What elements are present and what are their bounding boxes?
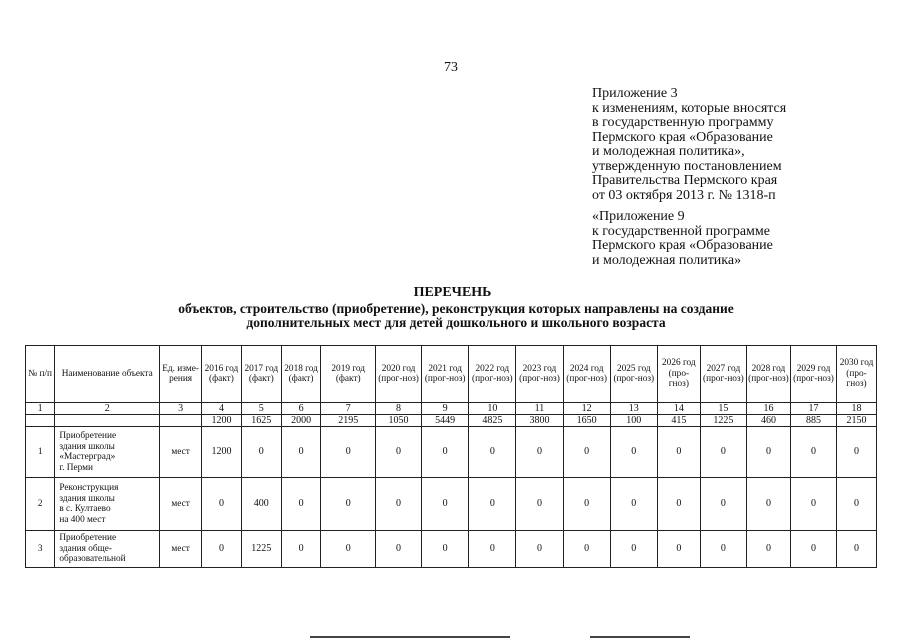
empty-cell (55, 415, 160, 427)
table-row (26, 531, 877, 568)
column-number: 2 (55, 403, 160, 415)
column-number: 10 (469, 403, 516, 415)
name-line: г. Перми (59, 462, 93, 473)
value-cell: 0 (563, 427, 610, 478)
column-number: 15 (700, 403, 746, 415)
name-line: здания обще- (59, 543, 113, 554)
value-cell: 0 (657, 478, 700, 531)
empty-cell (160, 415, 202, 427)
column-number: 11 (516, 403, 563, 415)
value-cell: 0 (563, 531, 610, 568)
value-cell: 0 (375, 427, 421, 478)
value-cell: 1225 (241, 531, 281, 568)
column-number: 18 (837, 403, 877, 415)
column-number: 17 (790, 403, 836, 415)
annex-line: Приложение 3 (592, 86, 678, 101)
total-cell: 1225 (700, 415, 746, 427)
total-cell: 4825 (469, 415, 516, 427)
total-cell: 5449 (422, 415, 469, 427)
value-cell: 0 (790, 531, 836, 568)
header-cell: 2029 год (прог-ноз) (790, 346, 836, 403)
header-cell: 2018 год (факт) (281, 346, 321, 403)
column-number: 4 (202, 403, 242, 415)
table-row (26, 478, 877, 531)
row-number: 1 (26, 427, 55, 478)
name-line: в с. Култаево (59, 504, 111, 514)
annex-line: к изменениям, которые вносятся (592, 100, 787, 116)
total-cell: 1200 (202, 415, 242, 427)
total-cell: 100 (610, 415, 657, 427)
value-cell: 0 (610, 478, 657, 531)
value-cell: 0 (321, 531, 375, 568)
value-cell: 0 (469, 478, 516, 531)
table-header-row (26, 346, 877, 403)
column-number: 6 (281, 403, 321, 415)
value-cell: 0 (700, 531, 746, 568)
header-cell: Ед. изме-рения (160, 346, 202, 403)
total-cell: 2150 (837, 415, 877, 427)
total-cell: 2195 (321, 415, 375, 427)
total-cell: 1625 (241, 415, 281, 427)
row-number: 3 (26, 531, 55, 568)
objects-table (25, 345, 877, 568)
annex-header (592, 87, 786, 203)
total-cell: 3800 (516, 415, 563, 427)
value-cell: 0 (422, 478, 469, 531)
unit-cell: мест (160, 531, 202, 568)
value-cell: 0 (281, 478, 321, 531)
empty-cell (26, 415, 55, 427)
annex-line: и молодежная политика» (592, 252, 742, 268)
value-cell: 0 (837, 478, 877, 531)
value-cell: 0 (241, 427, 281, 478)
value-cell: 0 (790, 427, 836, 478)
header-cell: 2016 год (факт) (202, 346, 242, 403)
value-cell: 0 (281, 427, 321, 478)
header-cell: 2019 год (факт) (321, 346, 375, 403)
value-cell: 0 (746, 427, 790, 478)
unit-cell: мест (160, 478, 202, 531)
column-number: 3 (160, 403, 202, 415)
value-cell: 0 (563, 478, 610, 531)
page-bottom-edge (590, 636, 690, 638)
header-cell: 2021 год (прог-ноз) (422, 346, 469, 403)
object-name (55, 427, 160, 478)
header-cell: 2030 год (про-гноз) (837, 346, 877, 403)
total-cell: 415 (657, 415, 700, 427)
row-number: 2 (26, 478, 55, 531)
name-line: здания школы (59, 493, 115, 504)
annex-line: от 03 октября 2013 г. № 1318-п (592, 187, 776, 203)
annex-line: утвержденную постановлением (592, 158, 782, 174)
annex-line: Пермского края «Образование (592, 238, 773, 253)
annex-line: Пермского края «Образование (592, 129, 773, 145)
annex-line: Правительства Пермского края (592, 173, 778, 188)
column-number: 1 (26, 403, 55, 415)
value-cell: 0 (657, 427, 700, 478)
annex-line: в государственную программу (592, 115, 774, 130)
column-number: 16 (746, 403, 790, 415)
page-bottom-edge (310, 636, 510, 638)
column-number: 14 (657, 403, 700, 415)
value-cell: 0 (321, 478, 375, 531)
column-number: 12 (563, 403, 610, 415)
header-cell: 2020 год (прог-ноз) (375, 346, 421, 403)
value-cell: 0 (281, 531, 321, 568)
column-number: 5 (241, 403, 281, 415)
column-number: 13 (610, 403, 657, 415)
name-line: «Мастерград» (59, 452, 116, 462)
total-cell: 1050 (375, 415, 421, 427)
object-name (55, 531, 160, 568)
value-cell: 400 (241, 478, 281, 531)
value-cell: 0 (516, 478, 563, 531)
value-cell: 0 (746, 478, 790, 531)
document-title: ПЕРЕЧЕНЬ (413, 285, 492, 300)
unit-cell: мест (160, 427, 202, 478)
document-subtitle: объектов, строительство (приобретение), реконструкция которых направлены на создание дополнительных мест для детей дошкольного и школьного возраста (178, 301, 734, 330)
value-cell: 0 (610, 427, 657, 478)
value-cell: 0 (746, 531, 790, 568)
value-cell: 0 (837, 427, 877, 478)
value-cell: 0 (516, 427, 563, 478)
header-cell: 2022 год (прог-ноз) (469, 346, 516, 403)
header-cell: 2027 год (прог-ноз) (700, 346, 746, 403)
name-line: Приобретение (59, 431, 117, 441)
value-cell: 0 (375, 478, 421, 531)
name-line: Реконструкция (59, 483, 119, 493)
header-cell: 2028 год (прог-ноз) (746, 346, 790, 403)
annex-9-header (592, 210, 773, 268)
annex-line: «Приложение 9 (592, 209, 685, 224)
value-cell: 0 (610, 531, 657, 568)
value-cell: 1200 (202, 427, 242, 478)
value-cell: 0 (375, 531, 421, 568)
header-cell: 2026 год (про-гноз) (657, 346, 700, 403)
value-cell: 0 (422, 531, 469, 568)
table-row (26, 427, 877, 478)
annex-line: к государственной программе (592, 223, 770, 239)
value-cell: 0 (422, 427, 469, 478)
value-cell: 0 (469, 427, 516, 478)
page-number: 73 (444, 60, 458, 75)
header-cell: 2025 год (прог-ноз) (610, 346, 657, 403)
column-number-row (26, 403, 877, 415)
column-number: 7 (321, 403, 375, 415)
total-cell: 885 (790, 415, 836, 427)
object-name (55, 478, 160, 531)
value-cell: 0 (321, 427, 375, 478)
value-cell: 0 (700, 478, 746, 531)
name-line: образовательной (59, 554, 126, 565)
header-cell: 2024 год (прог-ноз) (563, 346, 610, 403)
value-cell: 0 (202, 531, 242, 568)
value-cell: 0 (700, 427, 746, 478)
annex-line: и молодежная политика», (592, 144, 745, 159)
value-cell: 0 (657, 531, 700, 568)
column-number: 9 (422, 403, 469, 415)
header-cell: 2017 год (факт) (241, 346, 281, 403)
total-cell: 2000 (281, 415, 321, 427)
header-cell: № п/п (26, 346, 55, 403)
name-line: на 400 мест (59, 514, 106, 525)
name-line: здания школы (59, 441, 115, 452)
name-line: Приобретение (59, 533, 117, 544)
value-cell: 0 (790, 478, 836, 531)
value-cell: 0 (516, 531, 563, 568)
header-cell: Наименование объекта (55, 346, 160, 403)
column-number: 8 (375, 403, 421, 415)
header-cell: 2023 год (прог-ноз) (516, 346, 563, 403)
total-cell: 460 (746, 415, 790, 427)
totals-row (26, 415, 877, 427)
value-cell: 0 (837, 531, 877, 568)
value-cell: 0 (469, 531, 516, 568)
total-cell: 1650 (563, 415, 610, 427)
value-cell: 0 (202, 478, 242, 531)
